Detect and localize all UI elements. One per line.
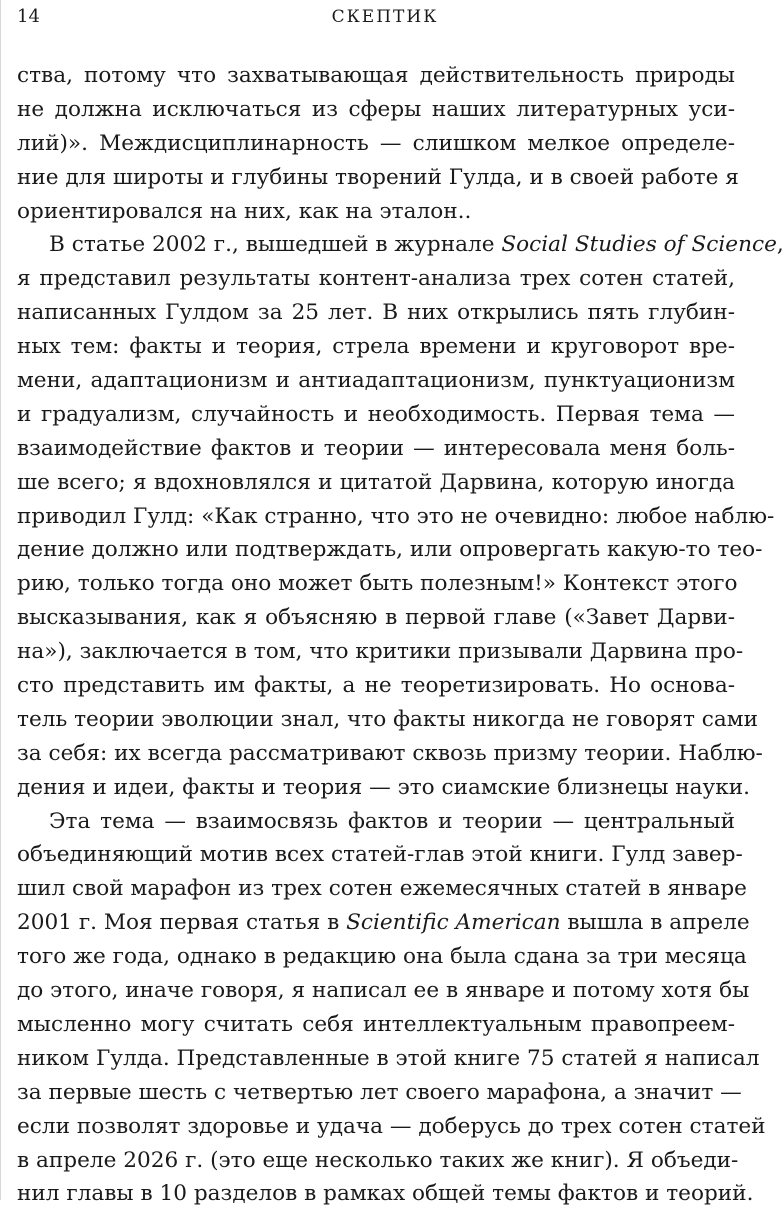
text-run: , (776, 232, 784, 258)
text-line: я представил результаты контент-анализа трех сотен статей, (17, 266, 735, 292)
text-line: за первые шесть с четвертью лет своего марафона, а значит — (17, 1079, 742, 1105)
body-text (17, 59, 784, 1211)
page-number: 14 (17, 6, 40, 27)
text-line: и градуализм, случайность и необходимость. Первая тема — (17, 401, 735, 427)
text-line: не должна исключаться из сферы наших литературных уси- (17, 96, 735, 122)
running-title: СКЕПТИК (331, 7, 439, 27)
text-line: ние для широты и глубины творений Гулда, и в своей работе я (17, 164, 739, 190)
text-line: рию, только тогда оно может быть полезным!» Контекст этого (17, 571, 738, 597)
text-line: написанных Гулдом за 25 лет. В них открылись пять глубин- (17, 300, 735, 326)
text-line: нил главы в 10 разделов в рамках общей темы фактов и теорий. (17, 1181, 754, 1207)
italic-title: Scientific American (346, 910, 561, 936)
text-line: за себя: их всегда рассматривают сквозь призму теории. Наблю- (17, 740, 763, 766)
italic-title: Social Studies of Science (501, 232, 777, 258)
text-line: тель теории эволюции знал, что факты никогда не говорят сами (17, 706, 758, 732)
text-line: в апреле 2026 г. (это еще несколько таких же книг). Я объеди- (17, 1147, 739, 1173)
text-line (17, 906, 750, 940)
text-line: приводил Гулд: «Как странно, что это не очевидно: любое наблю- (17, 503, 775, 529)
text-line: сто представить им факты, а не теоретизировать. Но основа- (17, 673, 735, 699)
text-run: 2001 г. Моя первая статья в (17, 910, 347, 936)
running-head (17, 5, 753, 29)
text-line: на»), заключается в том, что критики призывали Дарвина про- (17, 639, 744, 665)
text-line: того же года, однако в редакцию она была сдана за три месяца (17, 944, 747, 970)
text-line: лий)». Междисциплинарность — слишком мелкое определе- (17, 130, 735, 156)
text-line: если позволят здоровье и удача — доберусь до трех сотен статей (17, 1113, 766, 1139)
text-line: шил свой марафон из трех сотен ежемесячных статей в январе (17, 876, 747, 902)
text-line: ных тем: факты и теория, стрела времени и круговорот вре- (17, 334, 735, 360)
text-run: вышла в апреле (560, 910, 750, 936)
text-line: ства, потому что захватывающая действительность природы (17, 63, 735, 88)
text-line: дение должно или подтверждать, или опровергать какую-то тео- (17, 537, 763, 563)
text-run: В статье 2002 г., вышедшей в журнале (49, 232, 502, 258)
text-line: высказывания, как я объясняю в первой главе («Завет Дарви- (17, 605, 735, 631)
text-line: мысленно могу считать себя интеллектуальным правопреем- (17, 1011, 735, 1037)
text-line: объединяющий мотив всех статей-глав этой книги. Гулд завер- (17, 842, 743, 868)
text-line: до этого, иначе говоря, я написал ее в январе и потому хотя бы (17, 978, 750, 1004)
text-line: дения и идеи, факты и теория — это сиамские близнецы науки. (17, 774, 751, 800)
text-line: ше всего; я вдохновлялся и цитатой Дарвина, которую иногда (17, 469, 735, 495)
text-line: мени, адаптационизм и антиадаптационизм, пунктуационизм (17, 368, 735, 394)
text-line: ником Гулда. Представленные в этой книге 75 статей я написал (17, 1045, 760, 1071)
text-line: Эта тема — взаимосвязь фактов и теории — центральный (49, 808, 735, 834)
text-line (17, 228, 784, 262)
text-line: взаимодействие фактов и теории — интересовала меня боль- (17, 435, 735, 461)
text-line: ориентировался на них, как на эталон.. (17, 198, 472, 224)
